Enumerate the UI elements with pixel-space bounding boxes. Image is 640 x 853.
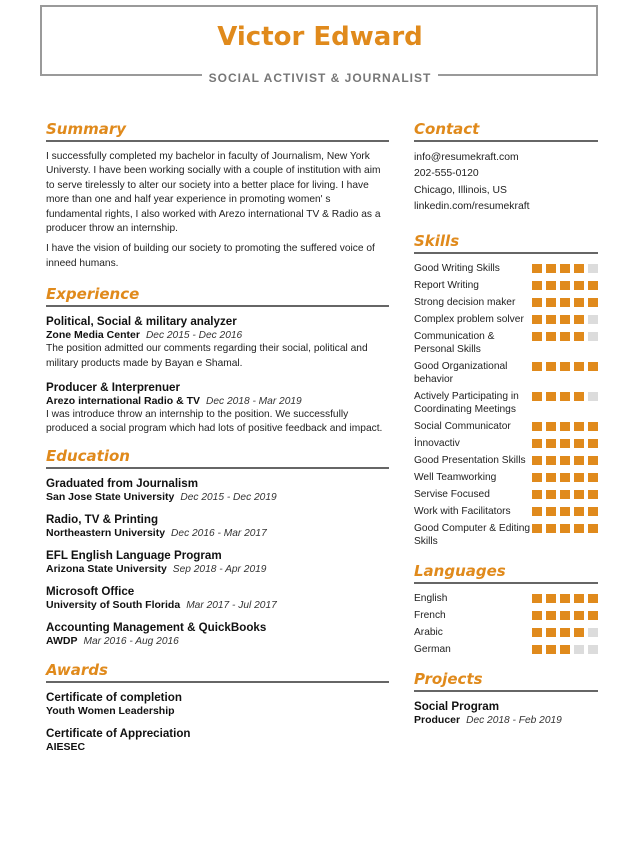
skill-name: Work with Facilitators [414,505,511,517]
skill-row [414,390,598,416]
skill-rating [532,330,598,341]
rating-square-icon [560,507,570,516]
skill-name: Good Organizational behavior [414,360,508,385]
education-dates: Dec 2016 - Mar 2017 [171,527,267,539]
language-rating [532,592,598,603]
contact-location: Chicago, Illinois, US [414,184,507,196]
rating-square-icon [532,507,542,516]
job-description: The position admitted our comments regarding their social, political and military products made by Bayan e Shamal. [46,343,368,369]
summary-section [46,120,389,271]
job-org: Zone Media Center [46,329,140,342]
rating-square-icon [560,298,570,307]
skill-row [414,454,598,467]
education-school: Arizona State University [46,562,167,575]
languages-heading: Languages [414,562,598,584]
rating-square-icon [546,298,556,307]
contact-email[interactable]: info@resumekraft.com [414,152,519,163]
education-heading: Education [46,447,389,469]
skill-row [414,360,598,386]
skill-name: Complex problem solver [414,313,524,325]
rating-square-icon [574,645,584,654]
award-item [46,691,389,717]
rating-square-icon [574,628,584,637]
rating-square-icon [588,645,598,654]
left-column [46,120,389,763]
rating-square-icon [574,473,584,482]
education-item [46,549,389,575]
project-org-line [414,714,598,726]
rating-square-icon [546,332,556,341]
project-title: Social Program [414,699,500,713]
education-dates: Sep 2018 - Apr 2019 [172,563,267,575]
rating-square-icon [532,628,542,637]
language-row [414,626,598,639]
languages-section [414,562,598,656]
skill-name: İnnovactiv [414,437,460,449]
language-rating [532,626,598,637]
experience-heading: Experience [46,285,389,307]
rating-square-icon [532,594,542,603]
summary-paragraph: I successfully completed my bachelor in faculty of Journalism, New York Universty. I have been working socially with a couple of institution with aim to serve tirelessly to alter our society into a better place for living. I have more than one and half year experience in promoting women' s fundamental rights, I also worked with Arezo international TV & Radio as a producer throw an internship. [46,151,381,235]
rating-square-icon [588,594,598,603]
job-description: I was introduce throw an internship to the position. We successfully produced a social program which had lots of positive feedback and impact. [46,409,383,435]
award-org: AIESEC [46,740,86,753]
rating-square-icon [588,315,598,324]
rating-square-icon [574,439,584,448]
rating-square-icon [588,524,598,533]
rating-square-icon [560,422,570,431]
contact-section [414,120,598,216]
skill-row [414,488,598,501]
skill-name: Good Writing Skills [414,262,500,274]
contact-heading: Contact [414,120,598,142]
rating-square-icon [588,490,598,499]
skill-rating [532,437,598,448]
rating-square-icon [546,611,556,620]
education-org-line [46,527,389,539]
job-title: Political, Social & military analyzer [46,315,237,329]
language-name: Arabic [414,626,443,638]
skill-rating [532,488,598,499]
education-org-line [46,563,389,575]
education-dates: Mar 2017 - Jul 2017 [186,599,277,611]
rating-square-icon [546,439,556,448]
rating-square-icon [588,456,598,465]
job-org-line [46,329,389,341]
skill-row [414,279,598,292]
rating-square-icon [588,628,598,637]
skill-row [414,471,598,484]
skill-rating [532,279,598,290]
education-dates: Dec 2015 - Dec 2019 [180,491,277,503]
rating-square-icon [532,422,542,431]
skills-heading: Skills [414,232,598,254]
rating-square-icon [574,507,584,516]
rating-square-icon [588,298,598,307]
contact-linkedin[interactable]: linkedin.com/resumekraft [414,201,530,213]
skill-row [414,262,598,275]
language-row [414,592,598,605]
language-name: German [414,643,451,655]
education-item [46,621,389,647]
education-school: AWDP [46,634,78,647]
education-dates: Mar 2016 - Aug 2016 [83,635,179,647]
rating-square-icon [588,362,598,371]
rating-square-icon [574,362,584,371]
rating-square-icon [532,473,542,482]
awards-section [46,661,389,753]
award-title: Certificate of Appreciation [46,726,191,740]
rating-square-icon [532,281,542,290]
education-org-line [46,491,389,503]
projects-heading: Projects [414,670,598,692]
projects-section [414,670,598,726]
rating-square-icon [588,264,598,273]
project-dates: Dec 2018 - Feb 2019 [466,714,562,726]
contact-phone: 202-555-0120 [414,168,479,180]
rating-square-icon [546,315,556,324]
award-org-line [46,741,389,753]
skill-row [414,437,598,450]
rating-square-icon [546,281,556,290]
skill-rating [532,420,598,431]
skill-name: Strong decision maker [414,296,516,308]
education-org-line [46,599,389,611]
rating-square-icon [574,298,584,307]
rating-square-icon [546,490,556,499]
project-role: Producer [414,713,461,726]
job-org: Arezo international Radio & TV [46,395,201,408]
skills-list [414,262,598,548]
education-school: University of South Florida [46,598,181,611]
rating-square-icon [588,611,598,620]
rating-square-icon [546,456,556,465]
rating-square-icon [546,524,556,533]
job-dates: Dec 2015 - Dec 2016 [145,330,243,342]
subtitle-wrap [0,69,640,87]
rating-square-icon [532,524,542,533]
languages-list [414,592,598,656]
summary-paragraph: I have the vision of building our society to promoting the suffered voice of inneed humans. [46,243,375,269]
resume-name: Victor Edward [217,22,423,52]
rating-square-icon [546,422,556,431]
rating-square-icon [546,594,556,603]
rating-square-icon [574,315,584,324]
rating-square-icon [560,456,570,465]
education-item [46,477,389,503]
job-dates: Dec 2018 - Mar 2019 [206,396,302,408]
rating-square-icon [532,332,542,341]
rating-square-icon [574,281,584,290]
skill-rating [532,390,598,401]
education-org-line [46,635,389,647]
language-row [414,643,598,656]
skill-row [414,420,598,433]
skill-row [414,330,598,356]
skill-name: Report Writing [414,279,479,291]
skill-rating [532,454,598,465]
right-column [414,120,598,736]
rating-square-icon [588,473,598,482]
rating-square-icon [560,524,570,533]
skill-name: Actively Participating in Coordinating Meetings [414,390,519,415]
rating-square-icon [560,264,570,273]
rating-square-icon [588,392,598,401]
rating-square-icon [588,332,598,341]
education-item [46,585,389,611]
rating-square-icon [546,628,556,637]
rating-square-icon [532,645,542,654]
skill-row [414,522,598,548]
rating-square-icon [546,264,556,273]
rating-square-icon [588,507,598,516]
education-title: Radio, TV & Printing [46,512,159,526]
language-rating [532,643,598,654]
skills-section [414,232,598,548]
rating-square-icon [560,645,570,654]
rating-square-icon [532,456,542,465]
rating-square-icon [532,298,542,307]
skill-rating [532,262,598,273]
rating-square-icon [560,315,570,324]
resume-title: SOCIAL ACTIVIST & JOURNALIST [202,71,439,85]
project-item [414,700,598,726]
rating-square-icon [560,628,570,637]
skill-rating [532,505,598,516]
education-title: Microsoft Office [46,584,135,598]
rating-square-icon [546,473,556,482]
rating-square-icon [532,264,542,273]
rating-square-icon [574,524,584,533]
experience-section [46,285,389,437]
skill-name: Social Communicator [414,420,511,432]
rating-square-icon [532,490,542,499]
rating-square-icon [546,645,556,654]
rating-square-icon [532,392,542,401]
skill-name: Well Teamworking [414,471,497,483]
skill-name: Servise Focused [414,488,490,500]
rating-square-icon [560,490,570,499]
skill-name: Good Presentation Skills [414,454,526,466]
language-row [414,609,598,622]
rating-square-icon [560,362,570,371]
rating-square-icon [532,611,542,620]
rating-square-icon [560,439,570,448]
rating-square-icon [546,392,556,401]
rating-square-icon [532,362,542,371]
rating-square-icon [532,315,542,324]
rating-square-icon [560,594,570,603]
rating-square-icon [588,439,598,448]
skill-row [414,505,598,518]
education-section [46,447,389,647]
experience-item [46,381,389,437]
award-title: Certificate of completion [46,690,182,704]
skill-rating [532,313,598,324]
language-rating [532,609,598,620]
award-org: Youth Women Leadership [46,704,175,717]
education-school: San Jose State University [46,490,175,503]
rating-square-icon [560,473,570,482]
skill-name: Communication & Personal Skills [414,330,495,355]
rating-square-icon [588,422,598,431]
award-item [46,727,389,753]
language-name: English [414,592,448,604]
rating-square-icon [560,332,570,341]
skill-row [414,296,598,309]
language-name: French [414,609,446,621]
rating-square-icon [546,362,556,371]
education-title: Graduated from Journalism [46,476,199,490]
education-item [46,513,389,539]
rating-square-icon [560,392,570,401]
summary-heading: Summary [46,120,389,142]
skill-row [414,313,598,326]
rating-square-icon [546,507,556,516]
skill-rating [532,360,598,371]
awards-heading: Awards [46,661,389,683]
rating-square-icon [574,392,584,401]
rating-square-icon [574,490,584,499]
education-title: EFL English Language Program [46,548,222,562]
rating-square-icon [574,611,584,620]
skill-rating [532,296,598,307]
rating-square-icon [574,456,584,465]
rating-square-icon [588,281,598,290]
award-org-line [46,705,389,717]
skill-name: Good Computer & Editing Skills [414,522,531,547]
rating-square-icon [574,594,584,603]
rating-square-icon [574,422,584,431]
rating-square-icon [560,611,570,620]
skill-rating [532,471,598,482]
job-org-line [46,395,389,407]
experience-item [46,315,389,371]
skill-rating [532,522,598,533]
job-title: Producer & Interprenuer [46,381,181,395]
education-school: Northeastern University [46,526,166,539]
rating-square-icon [574,332,584,341]
education-title: Accounting Management & QuickBooks [46,620,267,634]
rating-square-icon [574,264,584,273]
rating-square-icon [532,439,542,448]
rating-square-icon [560,281,570,290]
